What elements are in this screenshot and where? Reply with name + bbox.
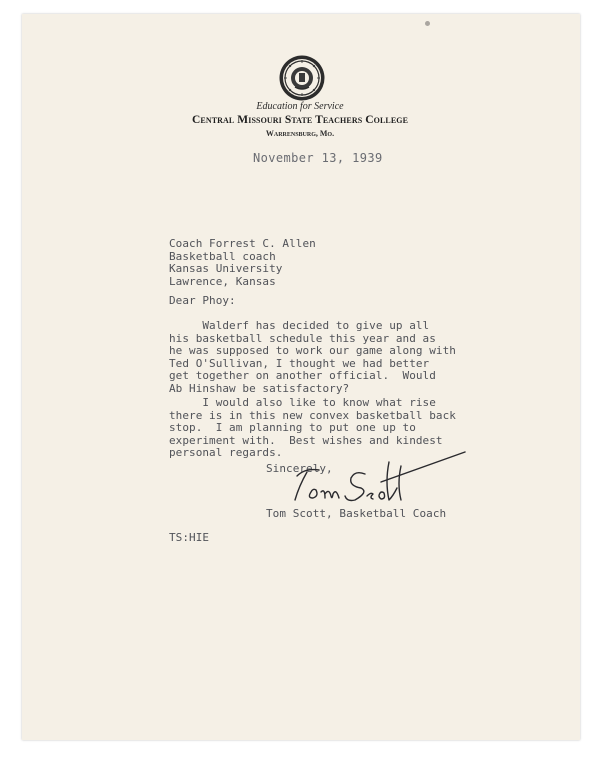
body-paragraph-1 [169,320,456,395]
text-line: experiment with. Best wishes and kindest [169,433,443,447]
address-line: Coach Forrest C. Allen [169,237,316,250]
letterhead-college: Central Missouri State Teachers College [191,114,409,126]
salutation: Dear Phoy: [169,294,236,307]
recipient-address [169,238,316,288]
letter-date: November 13, 1939 [253,151,383,165]
signer-name: Tom Scott, Basketball Coach [266,507,447,520]
text-line: there is in this new convex basketball back [169,408,456,422]
letterhead-motto: Education for Service [256,101,344,112]
address-line: Lawrence, Kansas [169,274,276,288]
text-line: personal regards. [169,446,283,459]
handwritten-signature [285,448,470,508]
text-line: stop. I am planning to put one up to [169,421,416,434]
text-line: his basketball schedule this year and as [169,331,436,345]
text-line: get together on another official. Would [169,369,436,382]
paper-spot [425,21,430,26]
closing: Sincerely, [266,462,333,475]
text-line: Ab Hinshaw be satisfactory? [169,381,350,395]
text-line: Walderf has decided to give up all [169,319,430,332]
address-line: Kansas University [169,262,283,275]
reference-initials: TS:HIE [169,531,210,544]
letterhead-city: Warrensburg, Mo. [265,129,335,138]
text-line: I would also like to know what rise [169,396,436,409]
college-seal-icon [278,54,326,102]
text-line: he was supposed to work our game along with [169,344,456,357]
address-line: Basketball coach [169,249,276,263]
text-line: Ted O'Sullivan, I thought we had better [169,356,430,370]
